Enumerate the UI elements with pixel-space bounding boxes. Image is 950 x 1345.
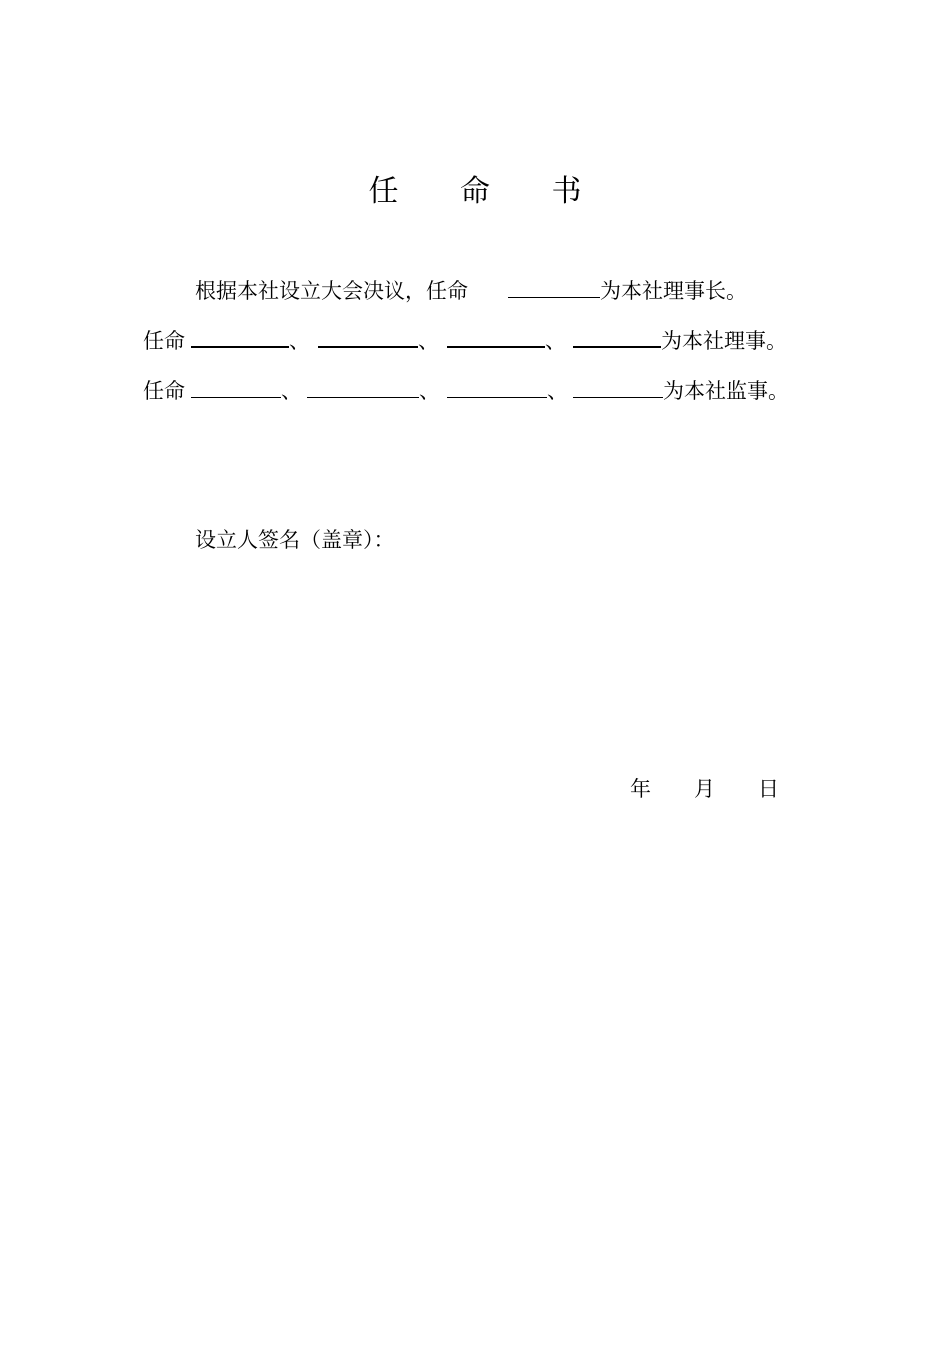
supervisors-line-prefix: 任命	[143, 379, 185, 403]
supervisor-name-blank-4[interactable]	[573, 379, 663, 398]
date-line	[630, 774, 779, 804]
supervisors-separator: 、	[419, 379, 440, 403]
chairman-name-blank[interactable]	[508, 279, 600, 298]
supervisors-separator: 、	[281, 379, 302, 403]
date-year-label: 年	[630, 777, 651, 801]
supervisor-name-blank-2[interactable]	[307, 379, 419, 398]
supervisors-appointment-line	[143, 376, 789, 406]
director-name-blank-3[interactable]	[447, 328, 545, 348]
directors-separator: 、	[418, 329, 439, 353]
director-name-blank-1[interactable]	[191, 328, 289, 348]
chairman-line-suffix: 为本社理事长。	[600, 279, 747, 303]
founder-signature-label: 设立人签名（盖章）：	[195, 528, 395, 552]
directors-line-suffix: 为本社理事。	[661, 329, 787, 353]
directors-separator: 、	[289, 329, 310, 353]
supervisors-separator: 、	[547, 379, 568, 403]
director-name-blank-4[interactable]	[573, 328, 661, 348]
chairman-appointment-line	[195, 276, 747, 306]
directors-appointment-line	[143, 326, 787, 356]
supervisors-line-suffix: 为本社监事。	[663, 379, 789, 403]
supervisor-name-blank-3[interactable]	[447, 379, 547, 398]
supervisor-name-blank-1[interactable]	[191, 379, 281, 398]
director-name-blank-2[interactable]	[318, 328, 418, 348]
chairman-line-prefix: 根据本社设立大会决议，任命	[195, 279, 468, 303]
directors-separator: 、	[545, 329, 566, 353]
date-month-label: 月	[694, 777, 715, 801]
page-title: 任 命 书	[368, 174, 608, 209]
date-day-label: 日	[758, 777, 779, 801]
founder-signature-line	[195, 525, 395, 555]
directors-line-prefix: 任命	[143, 329, 185, 353]
